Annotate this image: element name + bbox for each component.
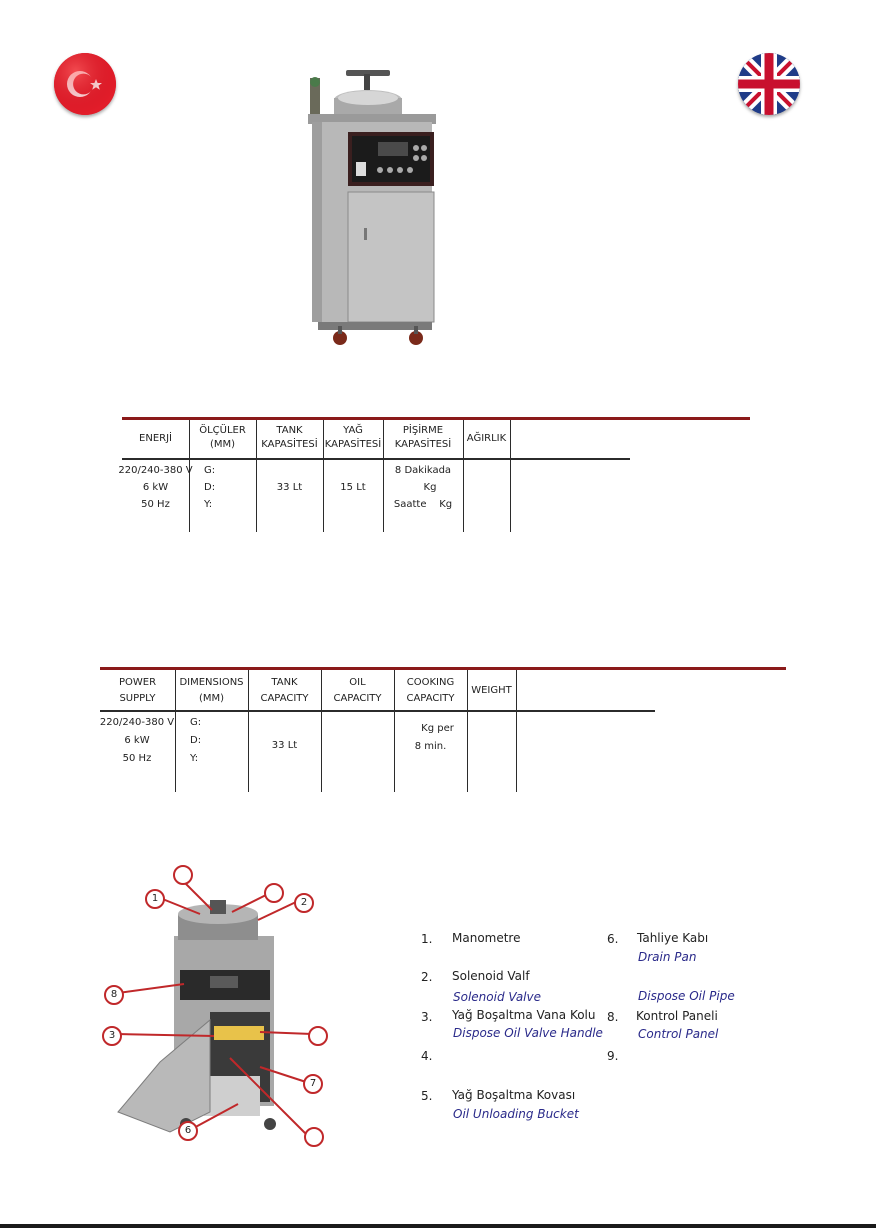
cell-cooking: Kg per 8 min. [414,723,454,752]
header-tank: TANK CAPACITY [260,677,309,704]
cell-tank: 33 Lt [276,482,303,493]
part-num: 8. [607,1010,619,1024]
table-header-rule [100,710,655,712]
table-header-rule [122,458,630,460]
header-energy: ENERJİ [139,433,172,444]
pressure-fryer-image [298,70,446,348]
part-num: 6. [607,932,619,946]
part-num: 9. [607,1049,619,1063]
part-num: 2. [421,970,433,984]
col-sep [510,420,511,532]
part-en: Control Panel [638,1027,719,1041]
page-bottom-rule [0,1224,876,1228]
part-tr: Kontrol Paneli [636,1009,718,1023]
callout-3: 3 [102,1026,122,1046]
callout-blank [173,865,193,885]
part-tr: Tahliye Kabı [637,931,709,945]
header-weight: AĞIRLIK [466,433,507,444]
part-en: Oil Unloading Bucket [453,1107,579,1121]
part-tr: Yağ Boşaltma Kovası [452,1088,576,1102]
cell-power: 220/240-380 V 6 kW 50 Hz [99,717,175,764]
col-sep [516,670,517,792]
part-num: 3. [421,1010,433,1024]
cell-tank: 33 Lt [271,740,298,751]
header-oil: OIL CAPACITY [333,677,382,704]
part-num: 1. [421,932,433,946]
callout-blank [264,883,284,903]
turkey-flag-icon [54,53,116,115]
table-top-rule [122,417,750,420]
header-weight: WEIGHT [471,685,512,696]
header-tank: TANK KAPASİTESİ [261,425,318,450]
callout-7: 7 [303,1074,323,1094]
callout-2: 2 [294,893,314,913]
callout-blank [304,1127,324,1147]
part-en: Solenoid Valve [453,990,542,1004]
header-dimensions: ÖLÇÜLER (MM) [199,425,246,450]
part-num: 4. [421,1049,433,1063]
callout-1: 1 [145,889,165,909]
cell-oil: 15 Lt [340,482,366,493]
callout-6: 6 [178,1121,198,1141]
cell-energy: 220/240-380 V 6 kW 50 Hz [118,465,193,510]
part-en: Dispose Oil Pipe [638,989,735,1003]
callout-8: 8 [104,985,124,1005]
part-en: Dispose Oil Valve Handle [453,1026,603,1040]
callout-blank [308,1026,328,1046]
part-tr: Manometre [452,931,521,945]
cell-dimensions: G: D: Y: [190,717,202,764]
part-num: 5. [421,1089,433,1103]
part-en: Drain Pan [638,950,697,964]
part-tr: Solenoid Valf [452,969,530,983]
header-oil: YAĞ KAPASİTESİ [324,425,382,450]
table-top-rule [100,667,786,670]
cell-dimensions: G: D: Y: [204,465,216,510]
header-cooking: COOKING CAPACITY [406,677,455,704]
cell-cooking: 8 Dakikada Kg Saatte Kg [393,465,453,510]
header-power: POWER SUPPLY [118,677,157,704]
header-cooking: PİŞİRME KAPASİTESİ [394,425,452,450]
header-dimensions: DIMENSIONS (MM) [179,677,244,704]
uk-flag-icon [738,53,800,115]
part-tr: Yağ Boşaltma Vana Kolu [452,1008,596,1022]
